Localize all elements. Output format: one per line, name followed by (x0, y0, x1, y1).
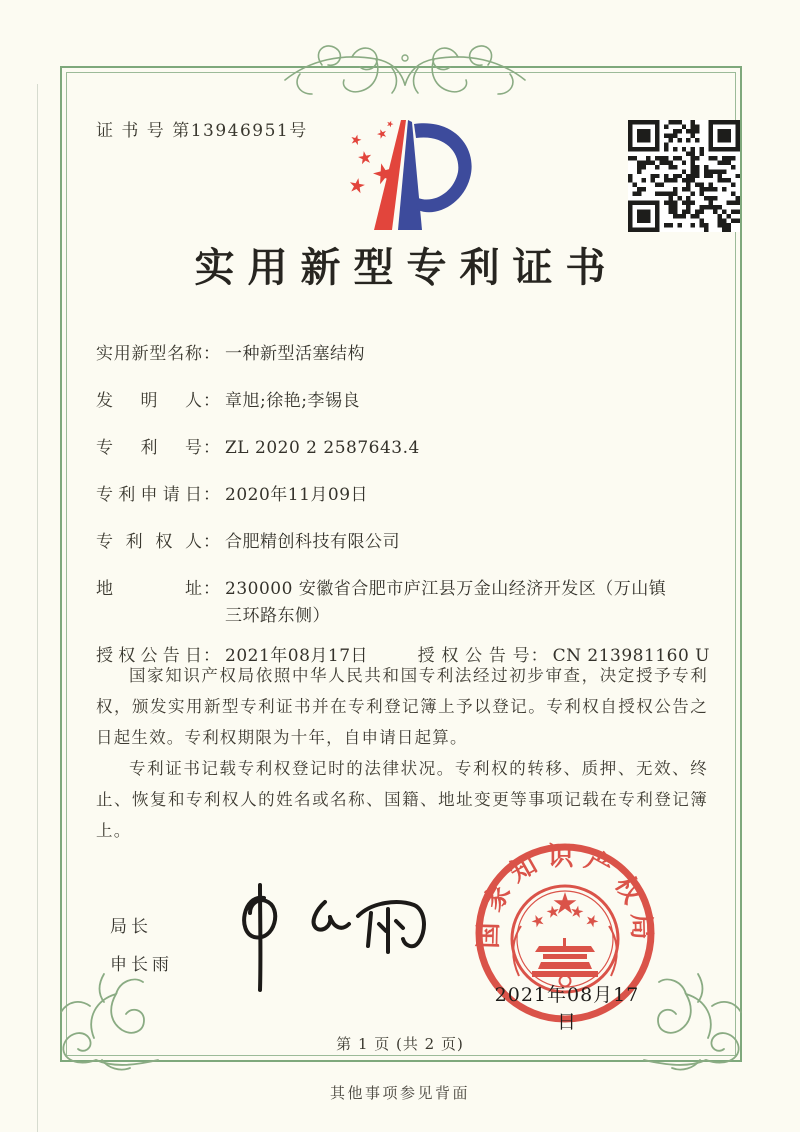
legal-paragraph-1: 国家知识产权局依照中华人民共和国专利法经过初步审查，决定授予专利权，颁发实用新型专利证书并在专利登记簿上予以登记。专利权自授权公告之日起生效。专利权期限为十年，自申请日起算。 (96, 666, 708, 747)
cnipa-logo-icon (332, 112, 482, 238)
field-label: 地址 (96, 579, 202, 599)
field-label: 专利号 (96, 438, 202, 458)
national-emblem-icon (512, 886, 618, 992)
seal-date: 2021年08月17日 (494, 984, 640, 1033)
field-row: 授权公告日 ： 2021年08月17日 授权公告号 ： CN 213981160 U (96, 646, 710, 666)
grant-date: 2021年08月17日 (225, 646, 369, 666)
filing-date: 2020年11月09日 (225, 485, 369, 505)
inventors: 章旭;徐艳;李锡良 (225, 391, 360, 411)
certificate-number: 证 书 号 第13946951号 (96, 121, 308, 141)
field-label: 专利申请日 (96, 485, 202, 505)
certificate-fields (96, 344, 710, 693)
field-label: 实用新型名称 (96, 344, 202, 364)
grant-number: CN 213981160 U (552, 646, 710, 666)
patent-number: ZL 2020 2 2587643.4 (225, 438, 420, 458)
field-row: 发明人 ： 章旭;徐艳;李锡良 (96, 391, 360, 411)
field-row: 地址 ： 230000 安徽省合肥市庐江县万金山经济开发区（万山镇 三环路东侧） (96, 579, 667, 626)
certificate-title: 实用新型专利证书 (194, 244, 619, 291)
signature-handwriting-icon (230, 880, 430, 995)
field-label: 专利权人 (96, 532, 202, 552)
field-row: 专利号 ： ZL 2020 2 2587643.4 (96, 438, 420, 458)
field-row: 专利权人 ： 合肥精创科技有限公司 (96, 532, 400, 552)
commissioner-name: 申长雨 (110, 955, 173, 975)
field-row: 实用新型名称 ： 一种新型活塞结构 (96, 344, 365, 364)
address: 230000 安徽省合肥市庐江县万金山经济开发区（万山镇 三环路东侧） (225, 579, 667, 626)
page-number: 第 1 页 (共 2 页) (336, 1035, 464, 1053)
legal-paragraph-2: 专利证书记载专利权登记时的法律状况。专利权的转移、质押、无效、终止、恢复和专利权人的姓名或名称、国籍、地址变更等事项记载在专利登记簿上。 (96, 759, 708, 840)
legal-text (96, 660, 708, 846)
patent-name: 一种新型活塞结构 (225, 344, 365, 364)
back-side-note: 其他事项参见背面 (329, 1084, 470, 1102)
field-row: 专利申请日 ： 2020年11月09日 (96, 485, 369, 505)
patentee: 合肥精创科技有限公司 (225, 532, 400, 552)
field-label: 发明人 (96, 391, 202, 411)
seal-text: 国家知识产权局 (473, 841, 657, 949)
field-label: 授权公告日 (96, 646, 202, 666)
commissioner-title: 局长 (110, 917, 152, 937)
qr-code (628, 120, 740, 232)
field-label: 授权公告号 (417, 646, 530, 666)
